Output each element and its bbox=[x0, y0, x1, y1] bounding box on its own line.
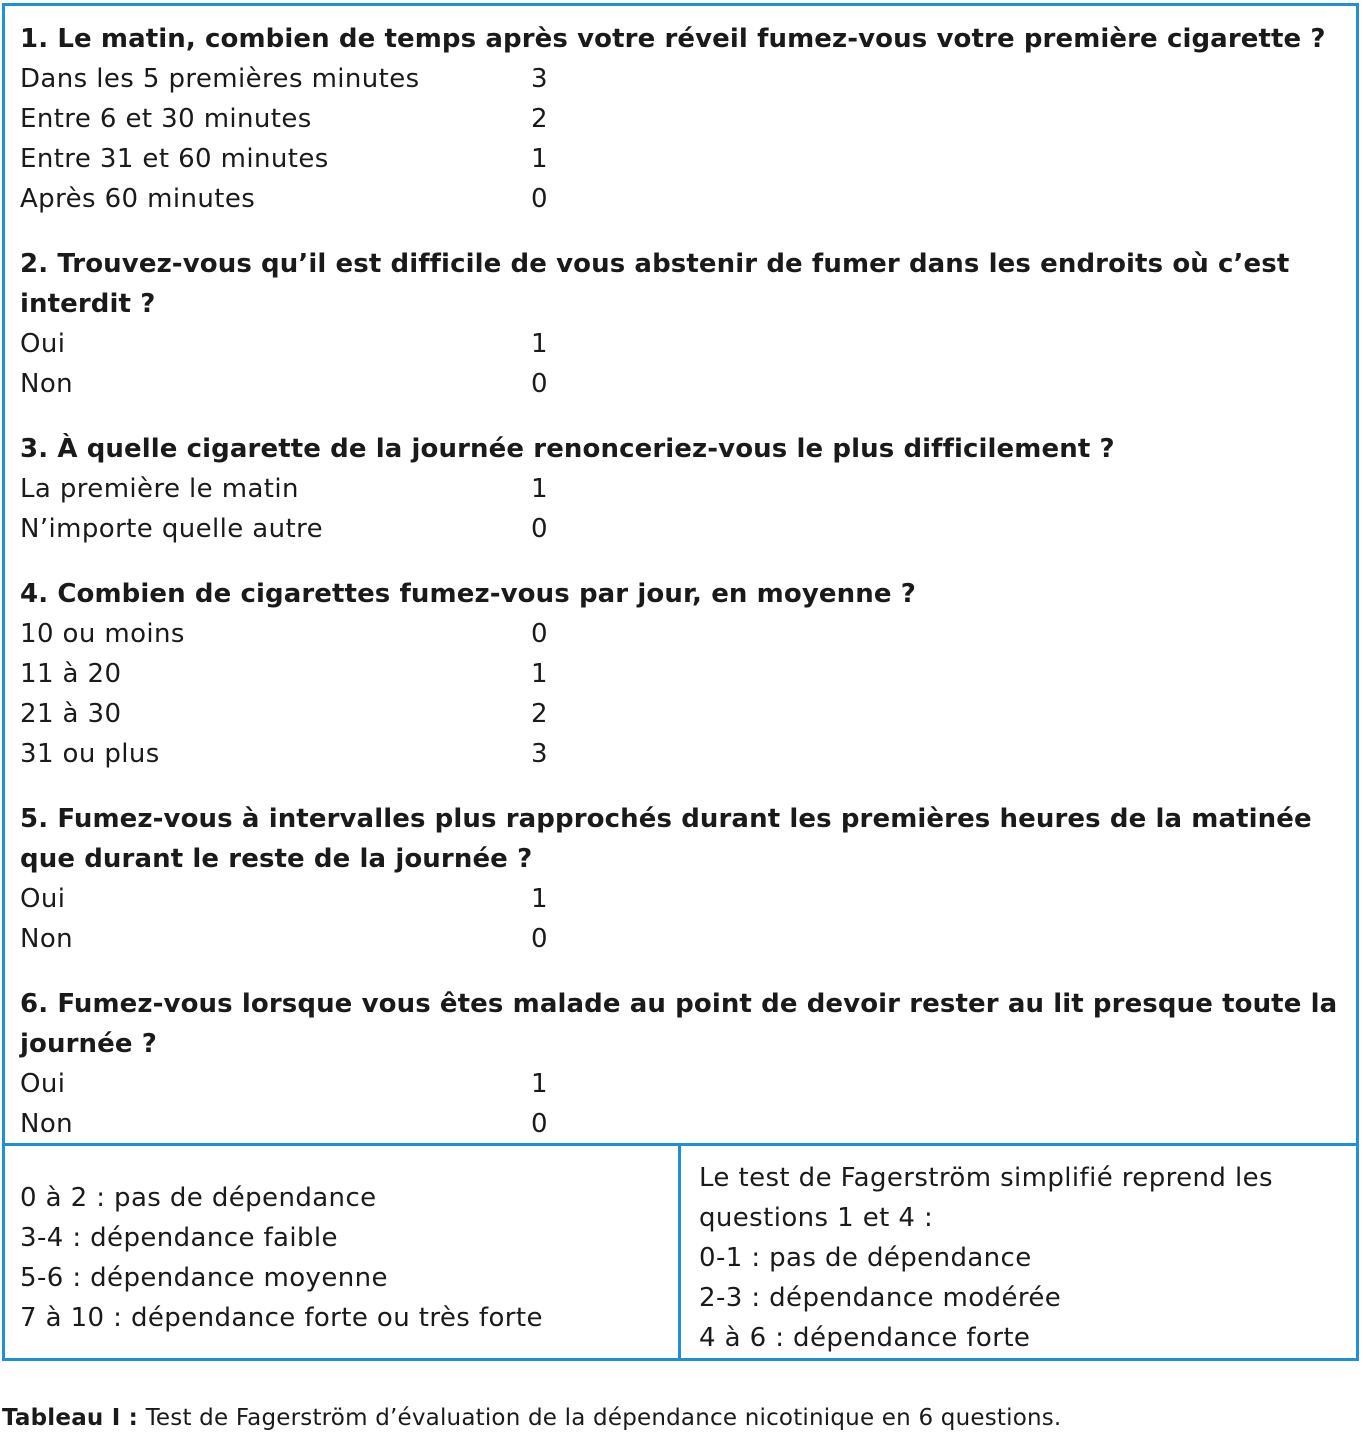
option-score: 1 bbox=[531, 144, 548, 174]
question-title: 2. Trouvez-vous qu’il est difficile de vous abstenir de fumer dans les endroits où c’est interdit ? bbox=[20, 249, 1290, 319]
option-row bbox=[20, 614, 1346, 654]
option-label: Oui bbox=[20, 329, 66, 359]
option-score: 0 bbox=[531, 514, 548, 544]
option-score: 0 bbox=[531, 184, 548, 214]
legend-line: 3-4 : dépendance faible bbox=[20, 1223, 338, 1253]
option-row bbox=[20, 324, 1346, 364]
option-label: Oui bbox=[20, 884, 66, 914]
option-score: 3 bbox=[531, 739, 548, 769]
option-score: 3 bbox=[531, 64, 548, 94]
table-caption bbox=[2, 1402, 1061, 1434]
option-label: Non bbox=[20, 369, 74, 399]
option-label: Dans les 5 premières minutes bbox=[20, 64, 420, 94]
option-score: 1 bbox=[531, 659, 548, 689]
option-label: Non bbox=[20, 924, 74, 954]
option-score: 2 bbox=[531, 699, 548, 729]
question-title: 3. À quelle cigarette de la journée renonceriez-vous le plus difficilement ? bbox=[20, 434, 1115, 464]
legend-simplified-test bbox=[681, 1146, 1356, 1358]
option-score: 1 bbox=[531, 474, 548, 504]
option-row bbox=[20, 694, 1346, 734]
question-5 bbox=[20, 799, 1346, 959]
option-row bbox=[20, 879, 1346, 919]
option-row bbox=[20, 1104, 1346, 1144]
question-6 bbox=[20, 984, 1346, 1144]
legend-line: 2-3 : dépendance modérée bbox=[699, 1283, 1062, 1313]
legend-line: 5-6 : dépendance moyenne bbox=[20, 1263, 388, 1293]
option-row bbox=[20, 179, 1346, 219]
option-row bbox=[20, 509, 1346, 549]
option-label: 21 à 30 bbox=[20, 699, 122, 729]
option-label: 10 ou moins bbox=[20, 619, 185, 649]
option-row bbox=[20, 59, 1346, 99]
legend-line: 4 à 6 : dépendance forte bbox=[699, 1323, 1031, 1353]
option-row bbox=[20, 919, 1346, 959]
questions-section bbox=[5, 6, 1356, 1146]
question-title: 5. Fumez-vous à intervalles plus rapprochés durant les premières heures de la matinée que durant le reste de la journée ? bbox=[20, 804, 1312, 874]
question-4 bbox=[20, 574, 1346, 774]
option-label: Oui bbox=[20, 1069, 66, 1099]
option-score: 1 bbox=[531, 329, 548, 359]
option-score: 2 bbox=[531, 104, 548, 134]
option-row bbox=[20, 469, 1346, 509]
question-title: 6. Fumez-vous lorsque vous êtes malade au point de devoir rester au lit presque toute la journée ? bbox=[20, 989, 1338, 1059]
option-score: 0 bbox=[531, 1109, 548, 1139]
option-label: La première le matin bbox=[20, 474, 299, 504]
caption-text: Test de Fagerström d’évaluation de la dépendance nicotinique en 6 questions. bbox=[138, 1405, 1062, 1431]
option-row bbox=[20, 734, 1346, 774]
option-row bbox=[20, 1064, 1346, 1104]
option-score: 1 bbox=[531, 1069, 548, 1099]
question-title: 1. Le matin, combien de temps après votre réveil fumez-vous votre première cigarette ? bbox=[20, 24, 1326, 54]
question-title: 4. Combien de cigarettes fumez-vous par jour, en moyenne ? bbox=[20, 579, 916, 609]
option-label: N’importe quelle autre bbox=[20, 514, 324, 544]
score-legend bbox=[5, 1146, 1356, 1358]
option-label: Après 60 minutes bbox=[20, 184, 256, 214]
option-row bbox=[20, 139, 1346, 179]
option-row bbox=[20, 99, 1346, 139]
legend-line: 0 à 2 : pas de dépendance bbox=[20, 1183, 377, 1213]
legend-full-test bbox=[5, 1146, 681, 1358]
legend-line: questions 1 et 4 : bbox=[699, 1203, 934, 1233]
option-label: 11 à 20 bbox=[20, 659, 122, 689]
option-label: 31 ou plus bbox=[20, 739, 160, 769]
question-3 bbox=[20, 429, 1346, 549]
legend-line: 0-1 : pas de dépendance bbox=[699, 1243, 1032, 1273]
option-row bbox=[20, 364, 1346, 404]
option-score: 0 bbox=[531, 619, 548, 649]
option-score: 1 bbox=[531, 884, 548, 914]
option-label: Entre 6 et 30 minutes bbox=[20, 104, 312, 134]
question-2 bbox=[20, 244, 1346, 404]
caption-label: Tableau I : bbox=[2, 1405, 139, 1431]
legend-line: Le test de Fagerström simplifié reprend les bbox=[699, 1163, 1273, 1193]
option-label: Entre 31 et 60 minutes bbox=[20, 144, 329, 174]
fagerstrom-table bbox=[2, 3, 1359, 1361]
legend-line: 7 à 10 : dépendance forte ou très forte bbox=[20, 1303, 543, 1333]
question-1 bbox=[20, 19, 1346, 219]
option-label: Non bbox=[20, 1109, 74, 1139]
option-score: 0 bbox=[531, 369, 548, 399]
option-row bbox=[20, 654, 1346, 694]
option-score: 0 bbox=[531, 924, 548, 954]
